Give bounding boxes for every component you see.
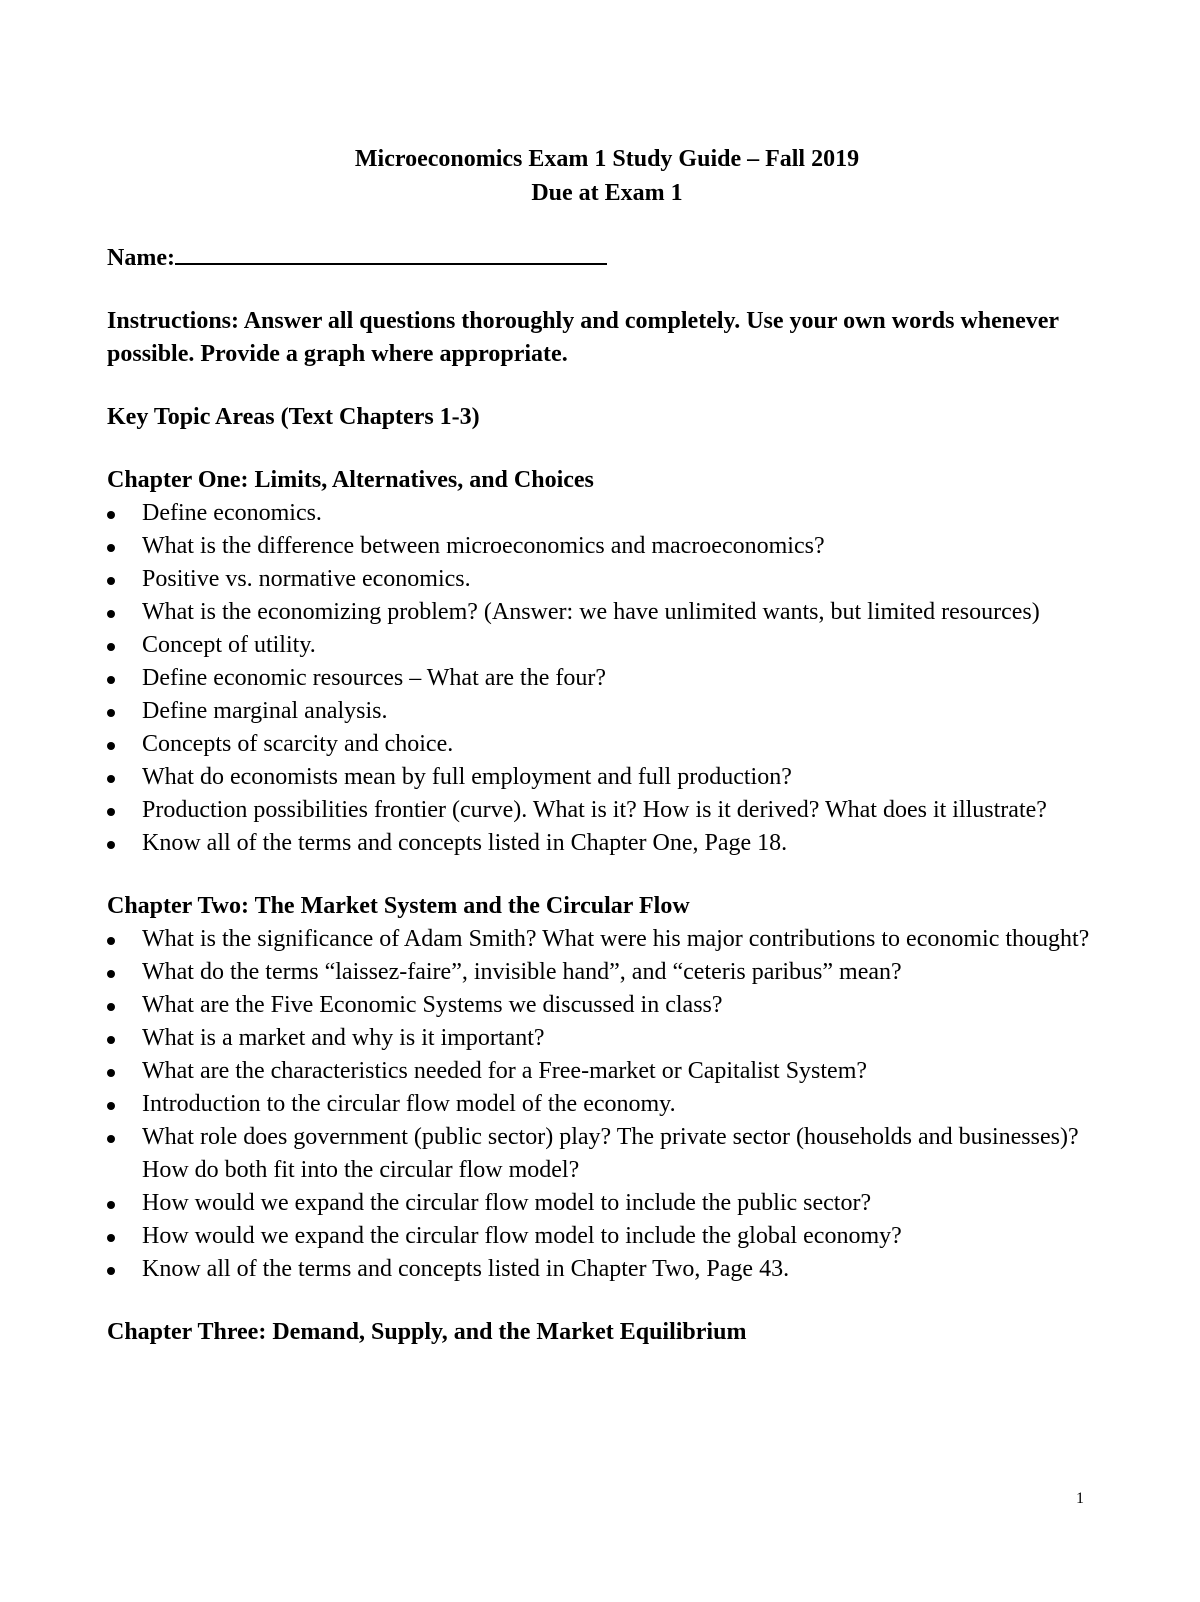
bullet-icon	[107, 1135, 115, 1143]
bullet-icon	[107, 1036, 115, 1044]
document-title: Microeconomics Exam 1 Study Guide – Fall 2019	[354, 146, 860, 172]
list-item-text: What is the significance of Adam Smith? What were his major contributions to economic thought?	[142, 926, 1090, 952]
document-content	[107, 142, 1107, 1349]
list-item-text: Know all of the terms and concepts listed in Chapter Two, Page 43.	[142, 1256, 790, 1282]
list-item-text: What role does government (public sector) play? The private sector (households and businesses)? How do both fit into the circular flow model?	[142, 1124, 1079, 1183]
list-item-text: How would we expand the circular flow model to include the public sector?	[142, 1190, 872, 1216]
chapter-heading: Chapter One: Limits, Alternatives, and Choices	[107, 467, 594, 493]
list-item-text: Production possibilities frontier (curve). What is it? How is it derived? What does it illustrate?	[142, 797, 1047, 823]
list-item	[107, 989, 1102, 1022]
list-item-text: What do economists mean by full employment and full production?	[142, 764, 792, 790]
bullet-icon	[107, 970, 115, 978]
list-item	[107, 923, 1102, 956]
list-item-text: Define economic resources – What are the four?	[142, 665, 607, 691]
bullet-icon	[107, 643, 115, 651]
list-item	[107, 761, 1102, 794]
list-item-text: Know all of the terms and concepts listed in Chapter One, Page 18.	[142, 830, 788, 856]
list-item-text: How would we expand the circular flow model to include the global economy?	[142, 1223, 902, 1249]
list-item-text: What are the Five Economic Systems we discussed in class?	[142, 992, 723, 1018]
page-number: 1	[1076, 1490, 1084, 1507]
instructions: Instructions: Answer all questions thoroughly and completely. Use your own words whenever possible. Provide a graph where appropriate.	[107, 308, 1059, 367]
title-block	[107, 142, 1107, 210]
list-item	[107, 827, 1102, 860]
name-blank-line[interactable]	[175, 243, 607, 265]
list-item-text: Concepts of scarcity and choice.	[142, 731, 454, 757]
bullet-icon	[107, 676, 115, 684]
list-item	[107, 1121, 1102, 1187]
list-item	[107, 662, 1102, 695]
list-item	[107, 695, 1102, 728]
bullet-icon	[107, 577, 115, 585]
list-item	[107, 1187, 1102, 1220]
bullet-icon	[107, 1069, 115, 1077]
list-item-text: Concept of utility.	[142, 632, 316, 658]
list-item-text: What is the economizing problem? (Answer: we have unlimited wants, but limited resources)	[142, 599, 1040, 625]
bullet-icon	[107, 544, 115, 552]
list-item	[107, 530, 1102, 563]
list-item	[107, 629, 1102, 662]
chapter-heading: Chapter Three: Demand, Supply, and the Market Equilibrium	[107, 1319, 747, 1345]
chapter-heading: Chapter Two: The Market System and the Circular Flow	[107, 893, 690, 919]
bullet-icon	[107, 1234, 115, 1242]
name-line	[107, 242, 1107, 275]
bullet-icon	[107, 1003, 115, 1011]
list-item-text: Positive vs. normative economics.	[142, 566, 471, 592]
list-item	[107, 1253, 1102, 1286]
bullet-icon	[107, 1267, 115, 1275]
bullet-icon	[107, 511, 115, 519]
document-subtitle: Due at Exam 1	[531, 180, 683, 206]
list-item-text: Define economics.	[142, 500, 322, 526]
bullet-icon	[107, 1201, 115, 1209]
name-label: Name:	[107, 245, 175, 271]
list-item-text: What is a market and why is it important?	[142, 1025, 545, 1051]
bullet-icon	[107, 937, 115, 945]
list-item	[107, 728, 1102, 761]
bullet-icon	[107, 610, 115, 618]
list-item-text: Define marginal analysis.	[142, 698, 388, 724]
chapter-bullet-list	[107, 497, 1107, 860]
list-item	[107, 563, 1102, 596]
bullet-icon	[107, 1102, 115, 1110]
list-item-text: What are the characteristics needed for a Free-market or Capitalist System?	[142, 1058, 868, 1084]
list-item-text: What do the terms “laissez-faire”, invisible hand”, and “ceteris paribus” mean?	[142, 959, 902, 985]
list-item	[107, 1220, 1102, 1253]
list-item	[107, 956, 1102, 989]
bullet-icon	[107, 808, 115, 816]
list-item	[107, 794, 1102, 827]
list-item	[107, 497, 1102, 530]
chapters-container	[107, 464, 1107, 1349]
bullet-icon	[107, 742, 115, 750]
bullet-icon	[107, 775, 115, 783]
chapter-bullet-list	[107, 923, 1107, 1286]
bullet-icon	[107, 709, 115, 717]
list-item	[107, 596, 1102, 629]
key-topics-heading: Key Topic Areas (Text Chapters 1-3)	[107, 404, 480, 430]
list-item-text: Introduction to the circular flow model of the economy.	[142, 1091, 676, 1117]
list-item	[107, 1088, 1102, 1121]
list-item	[107, 1022, 1102, 1055]
list-item-text: What is the difference between microeconomics and macroeconomics?	[142, 533, 825, 559]
list-item	[107, 1055, 1102, 1088]
bullet-icon	[107, 841, 115, 849]
